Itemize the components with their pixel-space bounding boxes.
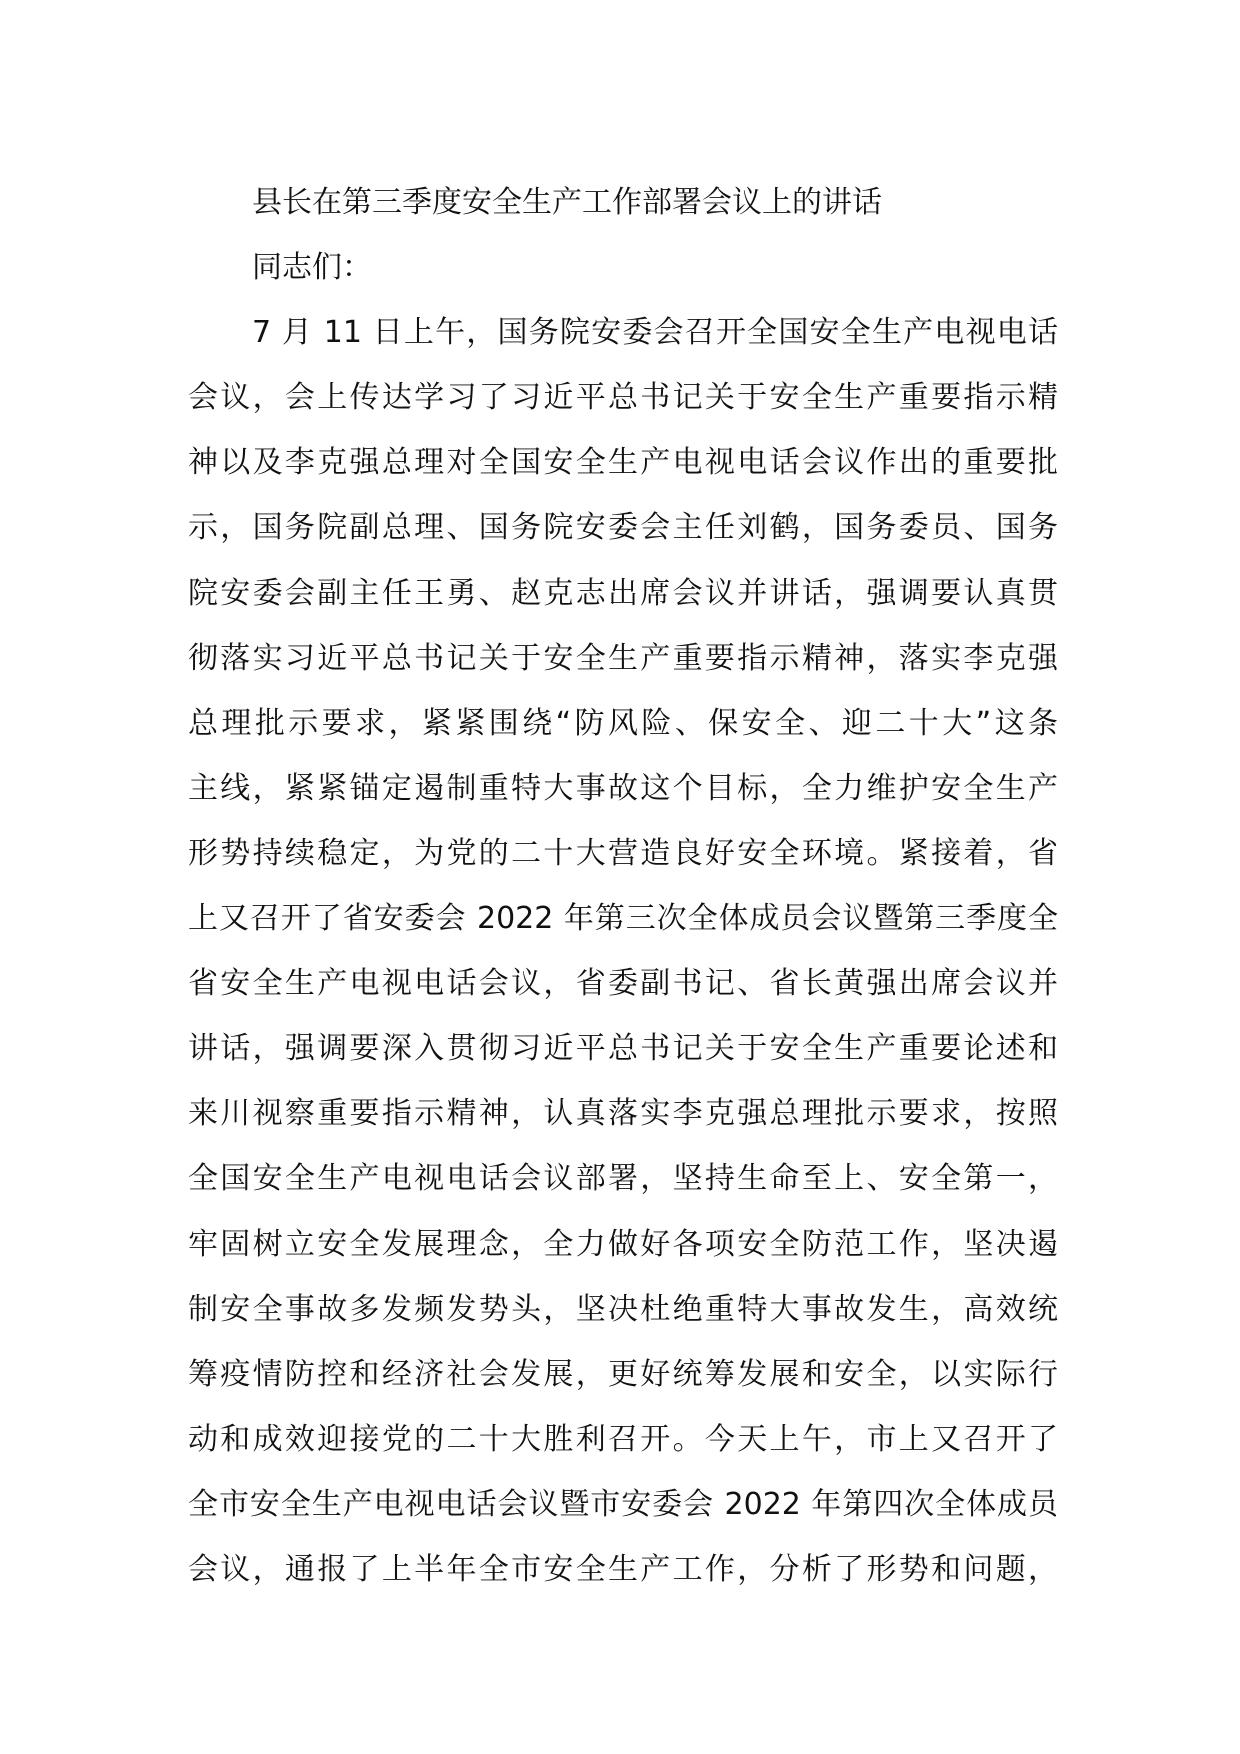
paragraph-line: 神以及李克强总理对全国安全生产电视电话会议作出的重要批 (188, 445, 1058, 481)
paragraph-line: 全市安全生产电视电话会议暨市安委会 2022 年第四次全体成员 (188, 1486, 1058, 1522)
paragraph-line: 省安全生产电视电话会议，省委副书记、省长黄强出席会议并 (188, 966, 1058, 1002)
paragraph-line: 讲话，强调要深入贯彻习近平总书记关于安全生产重要论述和 (188, 1031, 1058, 1067)
paragraph-line: 示，国务院副总理、国务院安委会主任刘鹤，国务委员、国务 (188, 510, 1058, 546)
paragraph-line: 会议，通报了上半年全市安全生产工作，分析了形势和问题， (188, 1551, 1058, 1587)
paragraph-line: 主线，紧紧锚定遏制重特大事故这个目标，全力维护安全生产 (188, 770, 1058, 806)
paragraph-line: 总理批示要求，紧紧围绕“防风险、保安全、迎二十大”这条 (188, 705, 1058, 741)
paragraph-line: 会议，会上传达学习了习近平总书记关于安全生产重要指示精 (188, 380, 1058, 416)
paragraph-line: 筹疫情防控和经济社会发展，更好统筹发展和安全，以实际行 (188, 1356, 1058, 1392)
salutation: 同志们： (252, 250, 372, 286)
paragraph-line: 制安全事故多发频发势头，坚决杜绝重特大事故发生，高效统 (188, 1291, 1058, 1327)
paragraph-line: 牢固树立安全发展理念，全力做好各项安全防范工作，坚决遏 (188, 1226, 1058, 1262)
document-title: 县长在第三季度安全生产工作部署会议上的讲话 (252, 185, 882, 220)
paragraph-line: 形势持续稳定，为党的二十大营造良好安全环境。紧接着，省 (188, 835, 1058, 871)
paragraph-line: 上又召开了省安委会 2022 年第三次全体成员会议暨第三季度全 (188, 901, 1058, 937)
paragraph-line: 全国安全生产电视电话会议部署，坚持生命至上、安全第一， (188, 1161, 1058, 1197)
paragraph (188, 300, 1058, 1602)
paragraph-line: 7 月 11 日上午，国务院安委会召开全国安全生产电视电话 (252, 315, 1058, 351)
document-body (188, 170, 1058, 1602)
paragraph-line: 动和成效迎接党的二十大胜利召开。今天上午，市上又召开了 (188, 1421, 1058, 1457)
paragraph-line: 院安委会副主任王勇、赵克志出席会议并讲话，强调要认真贯 (188, 575, 1058, 611)
paragraph-line: 彻落实习近平总书记关于安全生产重要指示精神，落实李克强 (188, 640, 1058, 676)
paragraph-line: 来川视察重要指示精神，认真落实李克强总理批示要求，按照 (188, 1096, 1058, 1132)
